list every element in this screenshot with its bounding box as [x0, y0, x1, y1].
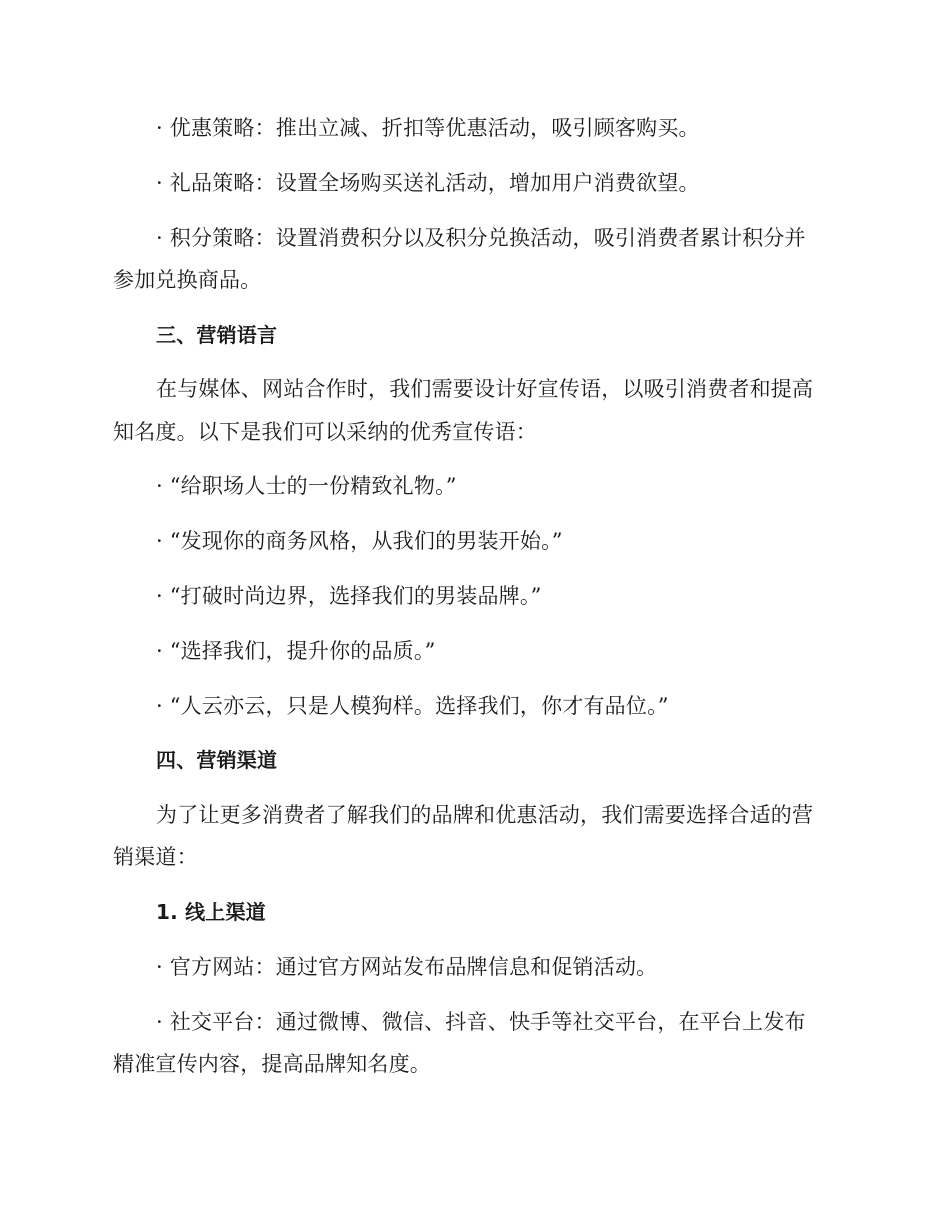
language-intro-line2: 知名度。以下是我们可以采纳的优秀宣传语： — [113, 420, 537, 444]
language-intro-line1: 在与媒体、网站合作时，我们需要设计好宣传语，以吸引消费者和提高 — [156, 377, 814, 401]
discount-strategy-item: · 优惠策略：推出立减、折扣等优惠活动，吸引顾客购买。 — [156, 116, 700, 140]
gift-strategy-item: · 礼品策略：设置全场购买送礼活动，增加用户消费欲望。 — [156, 171, 700, 195]
section-heading-marketing-channels: 四、营销渠道 — [156, 748, 278, 772]
channels-intro-line2: 销渠道： — [113, 845, 198, 869]
online-official-website-item: · 官方网站：通过官方网站发布品牌信息和促销活动。 — [156, 955, 658, 979]
slogan-item-1: · “给职场人士的一份精致礼物。” — [156, 474, 457, 498]
section-heading-marketing-language: 三、营销语言 — [156, 323, 278, 347]
slogan-item-5: · “人云亦云，只是人模狗样。选择我们，你才有品位。” — [156, 694, 669, 718]
subheading-online-channels: 1. 线上渠道 — [156, 900, 266, 924]
points-strategy-item-line1: · 积分策略：设置消费积分以及积分兑换活动，吸引消费者累计积分并 — [156, 226, 806, 250]
slogan-item-2: · “发现你的商务风格，从我们的男装开始。” — [156, 529, 563, 553]
slogan-item-4: · “选择我们，提升你的品质。” — [156, 639, 436, 663]
channels-intro-line1: 为了让更多消费者了解我们的品牌和优惠活动，我们需要选择合适的营 — [156, 803, 814, 827]
slogan-item-3: · “打破时尚边界，选择我们的男装品牌。” — [156, 584, 542, 608]
online-social-platform-item-line1: · 社交平台：通过微博、微信、抖音、快手等社交平台，在平台上发布 — [156, 1010, 806, 1034]
online-social-platform-item-line2: 精准宣传内容，提高品牌知名度。 — [113, 1052, 431, 1076]
points-strategy-item-line2: 参加兑换商品。 — [113, 268, 262, 292]
